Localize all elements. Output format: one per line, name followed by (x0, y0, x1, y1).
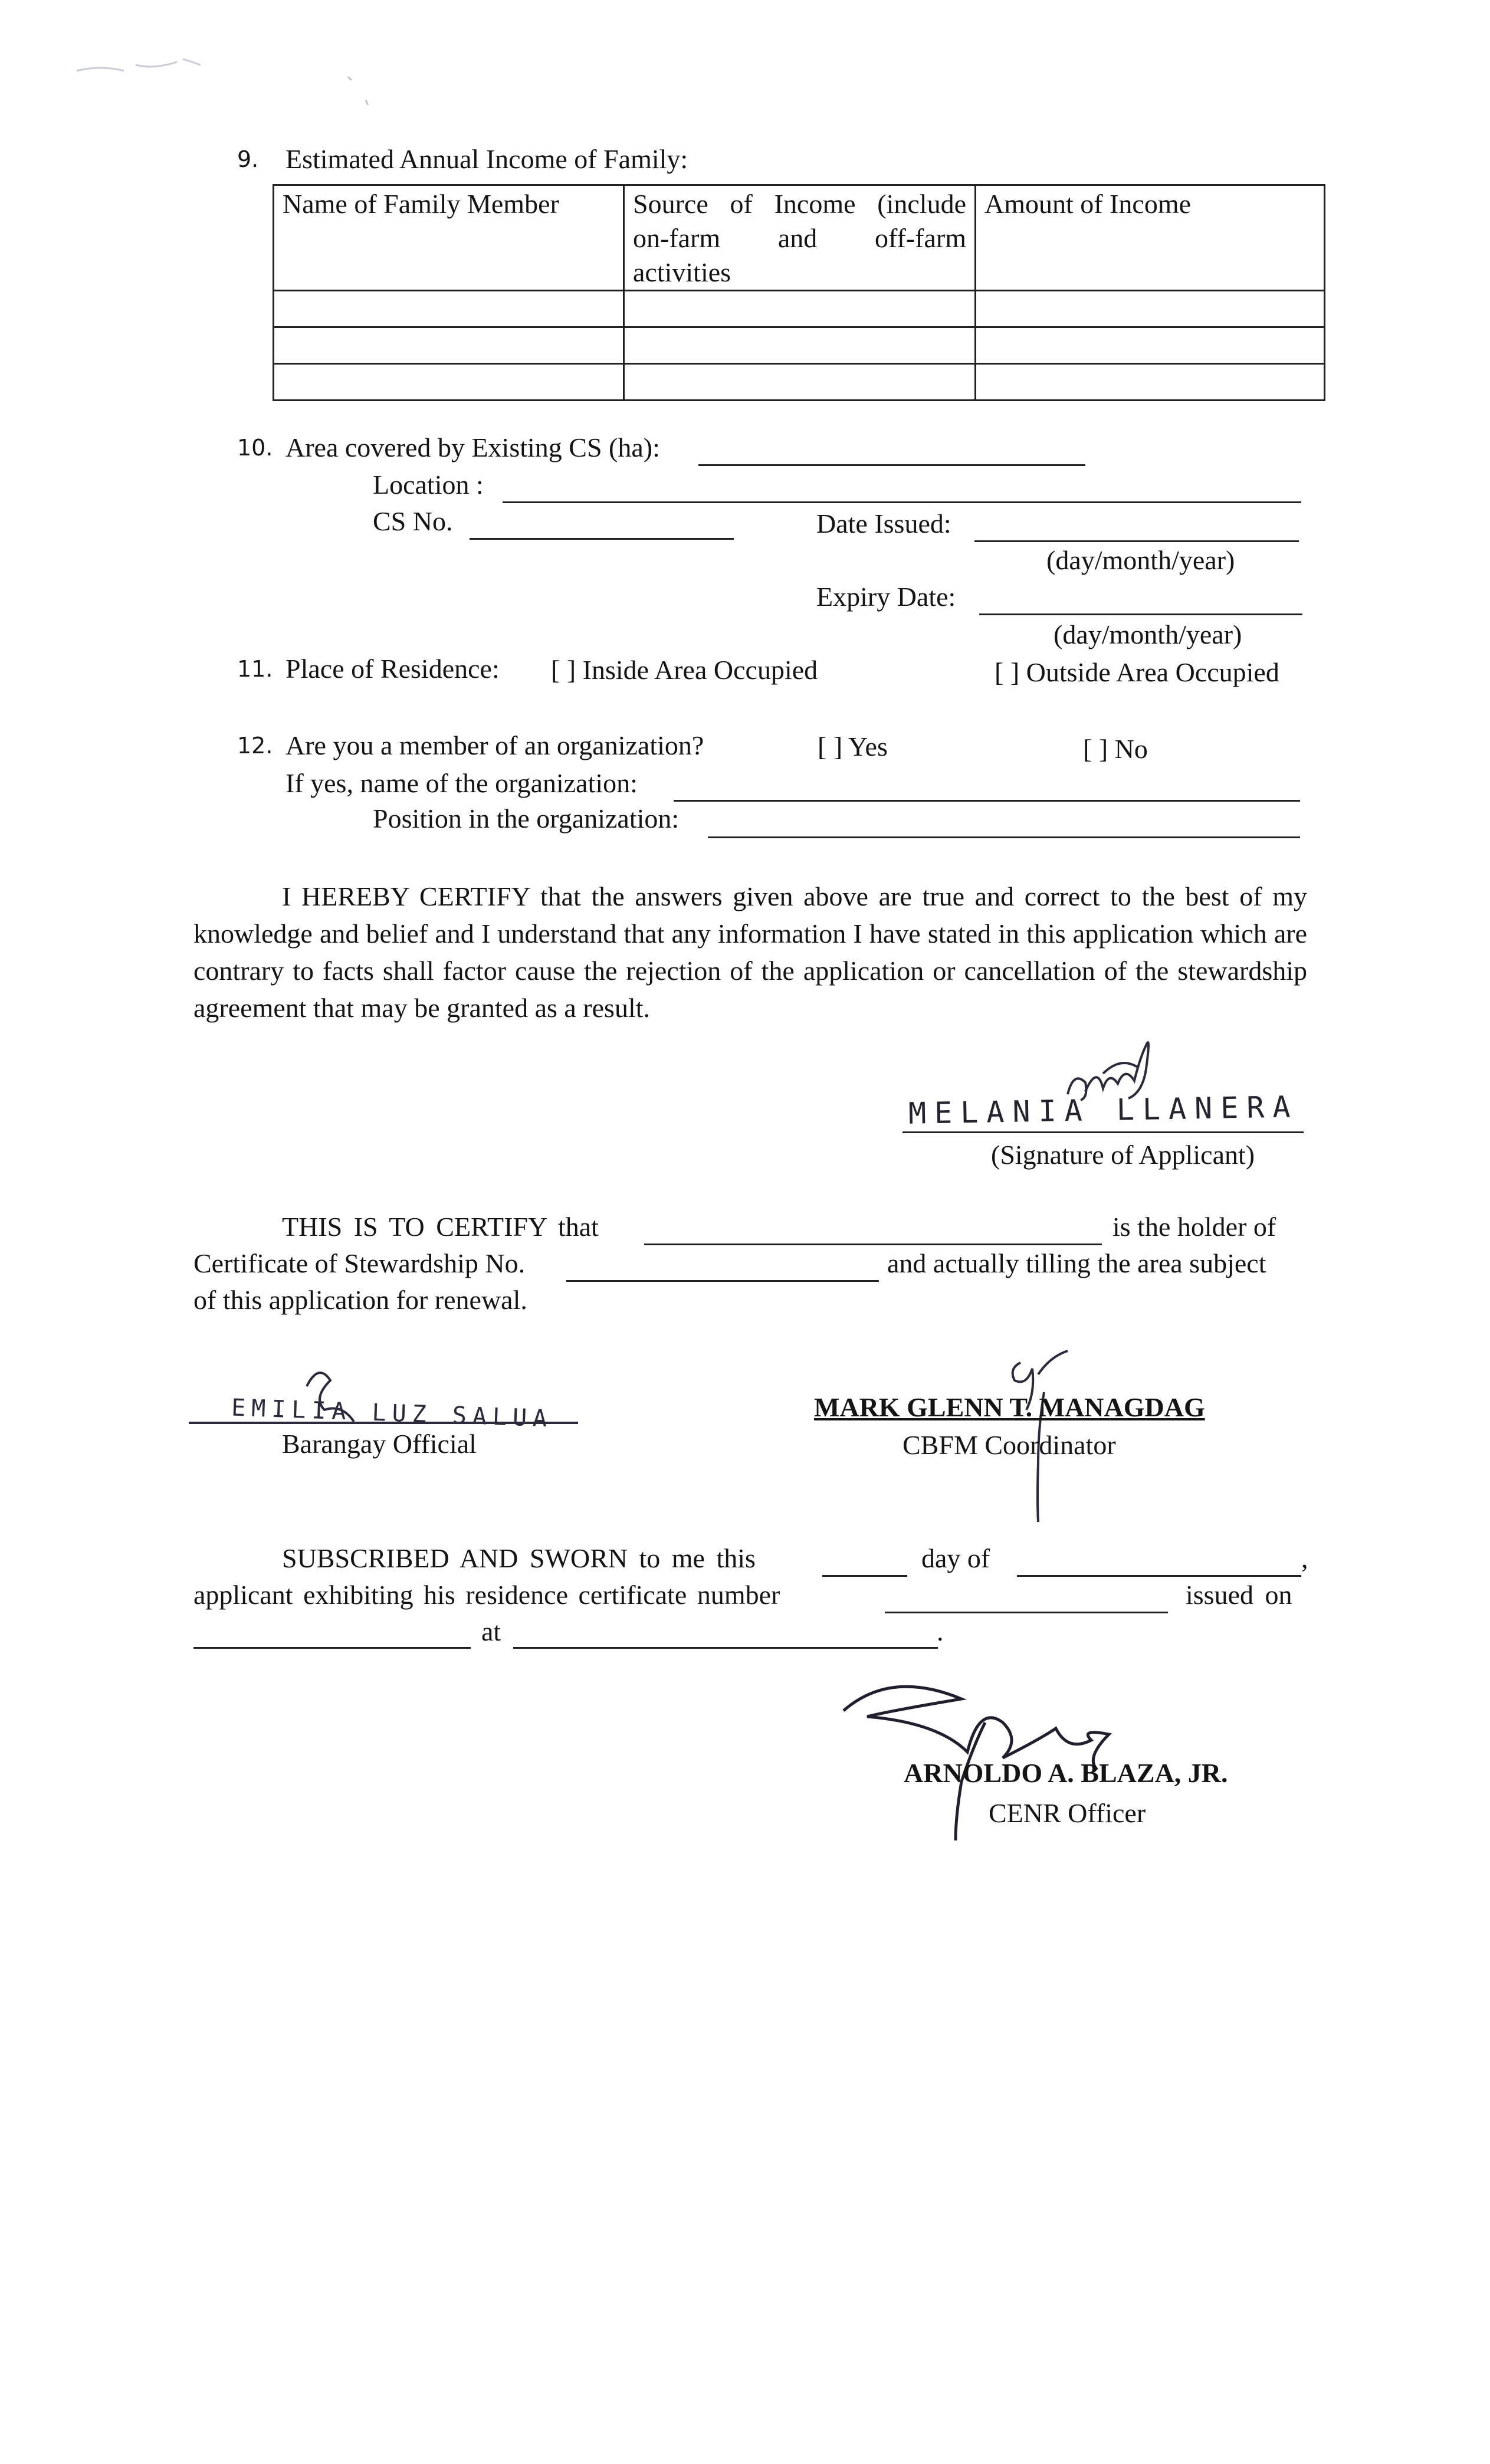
item-10-number: 10. (237, 435, 273, 461)
sworn-line-3-period: . (937, 1616, 944, 1646)
item-9-number: 9. (237, 146, 259, 172)
coordinator-title: CBFM Coordinator (902, 1430, 1116, 1460)
org-position-label: Position in the organization: (373, 803, 680, 834)
date-issued-field[interactable] (974, 540, 1299, 542)
outside-area-checkbox[interactable]: [ ] Outside Area Occupied (995, 657, 1279, 687)
holder-name-field[interactable] (644, 1244, 1102, 1245)
item-10-area-label: Area covered by Existing CS (ha): (285, 432, 660, 462)
cell-amount[interactable] (976, 364, 1325, 401)
item-11-number: 11. (237, 656, 273, 682)
applicant-name-handwritten: MELANIA LLANERA (908, 1090, 1299, 1131)
barangay-official-caption: Barangay Official (282, 1429, 477, 1459)
applicant-signature-caption: (Signature of Applicant) (991, 1140, 1255, 1170)
col-header-name: Name of Family Member (274, 185, 624, 291)
holder-cert-line-1-start: THIS IS TO CERTIFY that (282, 1212, 599, 1242)
item-11-label: Place of Residence: (285, 654, 500, 684)
income-table-header (274, 185, 1325, 291)
applicant-signature-line (902, 1131, 1304, 1133)
expiry-date-field[interactable] (979, 613, 1302, 615)
issued-place-field[interactable] (513, 1647, 938, 1649)
sworn-issued-on-label: issued on (1186, 1580, 1292, 1610)
item-9-label: Estimated Annual Income of Family: (285, 144, 688, 174)
cell-amount[interactable] (976, 327, 1325, 364)
scan-artifact-marks (65, 35, 242, 153)
sworn-day-field[interactable] (822, 1575, 907, 1577)
org-name-label: If yes, name of the organization: (285, 768, 638, 798)
cell-source[interactable] (624, 291, 976, 327)
holder-cert-line-2-end: and actually tilling the area subject (887, 1248, 1266, 1278)
holder-cert-line-2-start: Certificate of Stewardship No. (193, 1248, 526, 1278)
col-header-source (624, 185, 976, 291)
area-covered-field[interactable] (698, 464, 1085, 466)
col-header-amount: Amount of Income (976, 185, 1325, 291)
cell-name[interactable] (274, 327, 624, 364)
org-no-checkbox[interactable]: [ ] No (1083, 734, 1148, 764)
cs-no-label: CS No. (373, 506, 453, 536)
income-table (273, 184, 1325, 401)
sworn-at-label: at (481, 1616, 501, 1646)
expiry-date-label: Expiry Date: (816, 582, 956, 612)
col-header-source-line-2: on-farm and off-farm (633, 223, 966, 253)
cell-name[interactable] (274, 364, 624, 401)
cell-source[interactable] (624, 327, 976, 364)
org-name-field[interactable] (674, 800, 1300, 802)
sworn-line-2-start: applicant exhibiting his residence certificate number (193, 1580, 780, 1610)
item-12-label: Are you a member of an organization? (285, 730, 704, 760)
cell-source[interactable] (624, 364, 976, 401)
sworn-line-1-start: SUBSCRIBED AND SWORN to me this (282, 1543, 756, 1573)
item-12-number: 12. (237, 733, 273, 759)
table-row (274, 291, 1325, 327)
table-row (274, 364, 1325, 401)
col-header-source-line-1: Source of Income (include (633, 189, 966, 219)
holder-cert-line-3: of this application for renewal. (193, 1285, 527, 1315)
holder-cert-line-1-end: is the holder of (1112, 1212, 1276, 1242)
issued-date-field[interactable] (193, 1647, 471, 1649)
col-header-source-line-3: activities (633, 257, 731, 287)
org-yes-checkbox[interactable]: [ ] Yes (818, 731, 888, 762)
location-label: Location : (373, 470, 484, 500)
sworn-month-field[interactable] (1017, 1575, 1301, 1577)
cs-no-field[interactable] (470, 538, 734, 540)
sworn-line-1-comma: , (1301, 1543, 1308, 1573)
table-row (274, 327, 1325, 364)
certification-paragraph: I HEREBY CERTIFY that the answers given above are true and correct to the best of my knowledge and belief and I understand that any information I have stated in this application which are contrary to facts shall factor cause the rejection of the application or cancellation of the stewardship agreement that may be granted as a result. (193, 881, 1307, 1023)
expiry-date-format: (day/month/year) (1053, 619, 1242, 649)
sworn-day-of-label: day of (921, 1543, 990, 1573)
stewardship-no-field[interactable] (566, 1280, 879, 1282)
date-issued-label: Date Issued: (816, 508, 951, 539)
location-field[interactable] (503, 501, 1301, 503)
officer-title: CENR Officer (989, 1798, 1146, 1828)
date-issued-format: (day/month/year) (1046, 545, 1235, 575)
cell-amount[interactable] (976, 291, 1325, 327)
org-position-field[interactable] (708, 836, 1300, 838)
residence-cert-no-field[interactable] (885, 1612, 1168, 1613)
coordinator-name: MARK GLENN T. MANAGDAG (814, 1392, 1205, 1422)
inside-area-checkbox[interactable]: [ ] Inside Area Occupied (551, 655, 818, 685)
officer-name: ARNOLDO A. BLAZA, JR. (904, 1758, 1228, 1788)
barangay-name-handwritten: EMILIA LUZ SALUA (231, 1394, 553, 1433)
cell-name[interactable] (274, 291, 624, 327)
